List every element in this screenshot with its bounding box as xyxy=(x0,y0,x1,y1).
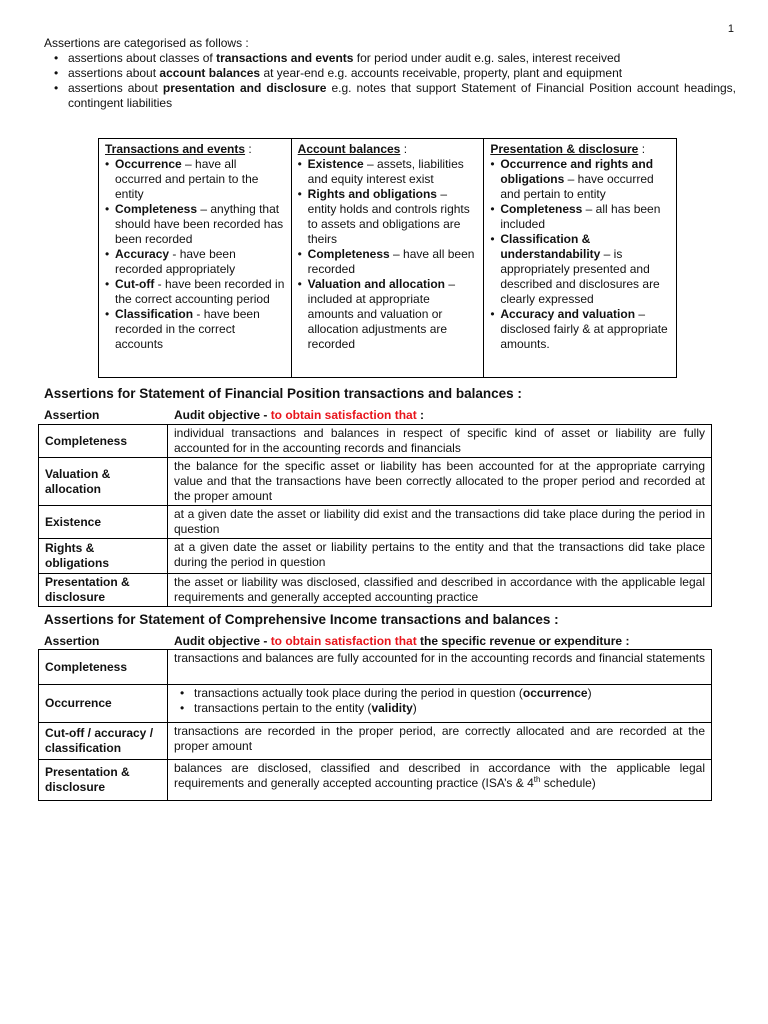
sfp-assertions-table xyxy=(38,424,712,607)
assertion-objective: transactions and balances are fully accounted for in the accounting records and financial statements xyxy=(168,650,712,685)
table-row xyxy=(39,458,712,506)
intro-bullet: • assertions about presentation and disclosure e.g. notes that support Statement of Financial Position account headings, contingent liabilities xyxy=(68,81,736,111)
assertion-name: Valuation & allocation xyxy=(39,458,168,506)
assertion-objective: at a given date the asset or liability pertains to the entity and that the transactions did take place during the period in question xyxy=(168,539,712,574)
assertion-name: Completeness xyxy=(39,425,168,458)
category-heading: Presentation & disclosure xyxy=(490,142,639,156)
category-item: • Completeness – anything that should have been recorded has been recorded xyxy=(115,202,285,247)
table-row xyxy=(39,650,712,685)
sci-column-headers xyxy=(44,634,630,649)
assertion-name: Rights & obligations xyxy=(39,539,168,574)
category-account-balances: Account balances : • Existence – assets, liabilities and equity interest exist • Rights and obligations – entity holds and controls rights to assets and obligations are theirs • Completeness – have all been recorded • Valuation and allocation – included at appropriate amounts and valuation or allocation adjustments are recorded xyxy=(291,139,484,378)
category-item: • Completeness – all has been included xyxy=(500,202,670,232)
sfp-column-headers xyxy=(44,408,425,423)
table-row xyxy=(39,506,712,539)
table-row xyxy=(39,685,712,723)
assertion-objective: the asset or liability was disclosed, classified and described in accordance with the applicable legal requirements and generally accepted accounting practice xyxy=(168,574,712,607)
assertion-objective: transactions are recorded in the proper period, are correctly allocated and are recorded at the proper amount xyxy=(168,723,712,760)
list-item: • transactions actually took place during the period in question (occurrence) xyxy=(194,686,705,701)
table-row xyxy=(39,425,712,458)
table-row xyxy=(39,723,712,760)
assertion-name: Cut-off / accuracy / classification xyxy=(39,723,168,760)
category-item: • Completeness – have all been recorded xyxy=(308,247,478,277)
table-row xyxy=(39,760,712,801)
category-presentation: Presentation & disclosure : • Occurrence and rights and obligations – have occurred and pertain to entity • Completeness – all has been included • Classification & understandability – is appropriately presented and described and disclosures are clearly expressed • Accuracy and valuation – disclosed fairly & at appropriate amounts. xyxy=(484,139,677,378)
sfp-objective-header: Audit objective - to obtain satisfaction that : xyxy=(174,408,425,422)
assertion-name: Existence xyxy=(39,506,168,539)
assertion-objective: at a given date the asset or liability did exist and the transactions did take place during the period in question xyxy=(168,506,712,539)
intro-bullet-list xyxy=(44,51,736,111)
sci-objective-header: Audit objective - to obtain satisfaction that the specific revenue or expenditure : xyxy=(174,634,630,648)
assertion-objective: the balance for the specific asset or liability has been accounted for at the appropriate carrying value and that the transactions have been correctly allocated to the proper period and recorded at the proper amount xyxy=(168,458,712,506)
intro-section xyxy=(44,36,736,111)
assertion-name: Presentation & disclosure xyxy=(39,574,168,607)
sfp-section-title: Assertions for Statement of Financial Position transactions and balances : xyxy=(44,386,522,401)
sfp-assertion-header: Assertion xyxy=(44,408,100,422)
category-item: • Occurrence – have all occurred and pertain to the entity xyxy=(115,157,285,202)
category-item: • Accuracy - have been recorded appropriately xyxy=(115,247,285,277)
assertion-objective xyxy=(168,685,712,723)
assertion-name: Occurrence xyxy=(39,685,168,723)
category-heading: Transactions and events xyxy=(105,142,246,156)
intro-bullet: • assertions about classes of transactions and events for period under audit e.g. sales, interest received xyxy=(68,51,736,66)
sci-assertion-header: Assertion xyxy=(44,634,100,648)
assertion-name: Presentation & disclosure xyxy=(39,760,168,801)
sci-assertions-table xyxy=(38,649,712,801)
category-item: • Valuation and allocation – included at appropriate amounts and valuation or allocation adjustments are recorded xyxy=(308,277,478,352)
page-number: 1 xyxy=(727,23,734,35)
intro-bullet: • assertions about account balances at year-end e.g. accounts receivable, property, plant and equipment xyxy=(68,66,736,81)
assertion-categories-table xyxy=(98,138,677,378)
list-item: • transactions pertain to the entity (validity) xyxy=(194,701,705,716)
category-item: • Accuracy and valuation – disclosed fairly & at appropriate amounts. xyxy=(500,307,670,352)
intro-lead: Assertions are categorised as follows : xyxy=(44,36,249,50)
category-item: • Occurrence and rights and obligations – have occurred and pertain to entity xyxy=(500,157,670,202)
assertion-objective: balances are disclosed, classified and described in accordance with the applicable legal requirements and generally accepted accounting practice (ISA’s & 4th schedule) xyxy=(168,760,712,801)
category-heading: Account balances xyxy=(297,142,401,156)
assertion-objective: individual transactions and balances in respect of specific kind of asset or liability are fully accounted for in the accounting records and financials xyxy=(168,425,712,458)
category-transactions: Transactions and events : • Occurrence – have all occurred and pertain to the entity • Completeness – anything that should have been recorded has been recorded • Accuracy - have been recorded appropriately • Cut-off - have been recorded in the correct accounting period • Classification - have been recorded in the correct accounts xyxy=(99,139,292,378)
sci-section-title: Assertions for Statement of Comprehensive Income transactions and balances : xyxy=(44,612,559,627)
category-item: • Cut-off - have been recorded in the correct accounting period xyxy=(115,277,285,307)
table-row xyxy=(39,574,712,607)
category-item: • Classification & understandability – is appropriately presented and described and disclosures are clearly expressed xyxy=(500,232,670,307)
category-item: • Classification - have been recorded in the correct accounts xyxy=(115,307,285,352)
table-row xyxy=(39,539,712,574)
assertion-name: Completeness xyxy=(39,650,168,685)
category-item: • Existence – assets, liabilities and equity interest exist xyxy=(308,157,478,187)
category-item: • Rights and obligations – entity holds and controls rights to assets and obligations are theirs xyxy=(308,187,478,247)
